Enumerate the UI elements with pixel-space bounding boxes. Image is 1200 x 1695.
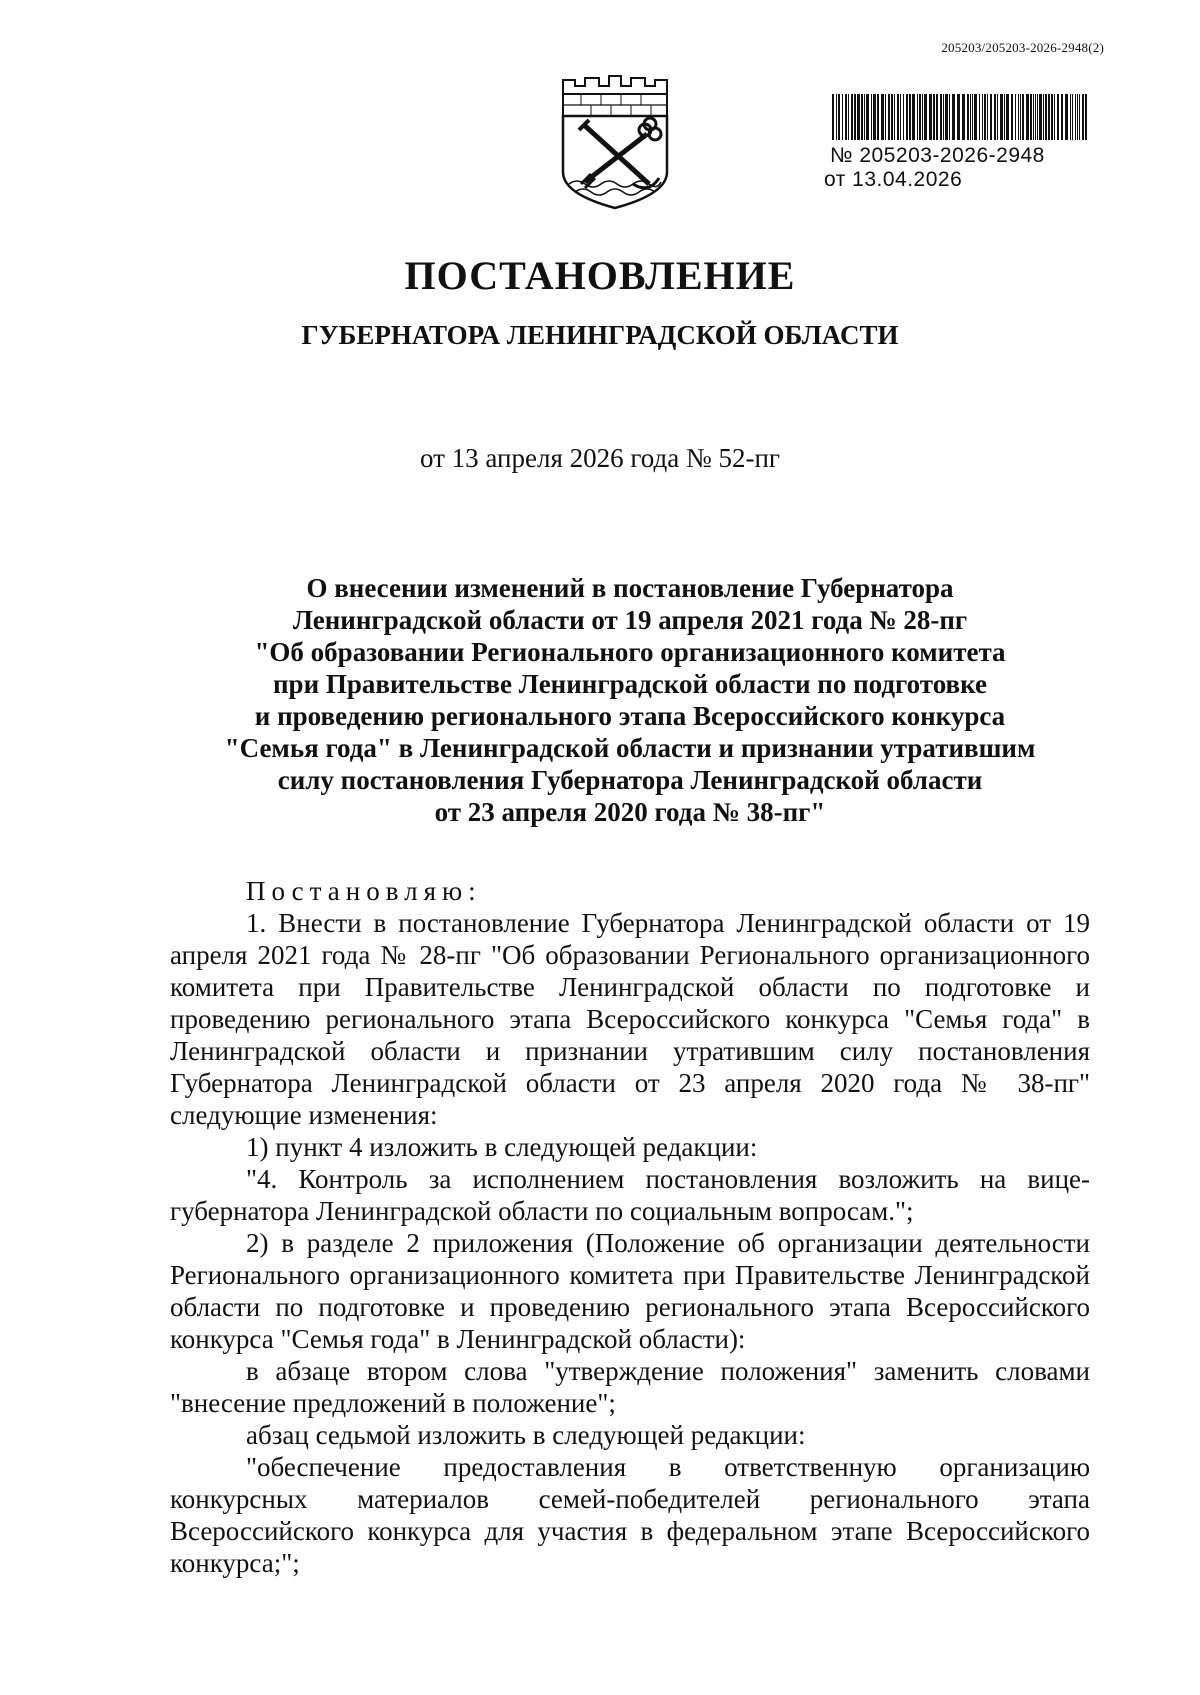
paragraph-3: "4. Контроль за исполнением постановления возложить на вице-губернатора Ленинградской области по социальным вопросам."; — [170, 1164, 1090, 1226]
heading-line: "Семья года" в Ленинградской области и признании утратившим — [224, 733, 1036, 763]
barcode-bar — [922, 94, 923, 140]
barcode-bar — [888, 94, 890, 140]
barcode-icon — [830, 94, 1088, 140]
barcode-bar — [982, 94, 983, 140]
barcode-bar — [1026, 94, 1029, 140]
document-code: 205203/205203-2026-2948(2) — [941, 40, 1104, 55]
barcode-bar — [877, 94, 879, 140]
barcode-bar — [1082, 94, 1084, 140]
barcode-bar — [1033, 94, 1034, 140]
barcode-bar — [1057, 94, 1059, 140]
barcode-bar — [912, 94, 915, 140]
document-title: ПОСТАНОВЛЕНИЕ — [404, 253, 796, 298]
barcode-bar — [974, 94, 977, 140]
barcode-bar — [1054, 94, 1055, 140]
heading-line: Ленинградской области от 19 апреля 2021 года № 28-пг — [292, 605, 968, 635]
barcode-bar — [997, 94, 998, 140]
barcode-bar — [854, 94, 856, 140]
coat-of-arms-icon — [555, 72, 675, 212]
registration-stamp — [824, 94, 1100, 192]
registration-date: от 13.04.2026 — [824, 168, 963, 191]
barcode-bar — [894, 94, 895, 140]
barcode-bar — [917, 94, 918, 140]
document-heading — [170, 572, 1090, 828]
document-date-number: от 13 апреля 2026 года № 52-пг — [419, 443, 781, 473]
barcode-bar — [1072, 94, 1073, 140]
paragraph-5: в абзаце втором слова "утверждение положения" заменить словами "внесение предложений в положение"; — [170, 1356, 1090, 1418]
paragraph-1: 1. Внести в постановление Губернатора Ленинградской области от 19 апреля 2021 года № 28-пг "Об образовании Регионального организационного комитета при Правительстве Ленинградской области по подготовке и проведению регионального этапа Всероссийского конкурса "Семья года" в Ленинградской области и признании утратившим силу постановления Губернатора Ленинградской области от 23 апреля 2020 года № 38-пг" следующие изменения: — [170, 908, 1090, 1130]
registration-number: № 205203-2026-2948 — [830, 144, 1045, 167]
barcode-bar — [857, 94, 860, 140]
barcode-bar — [1030, 94, 1032, 140]
barcode-bar — [1022, 94, 1024, 140]
barcode-bar — [864, 94, 865, 140]
barcode-bar — [1011, 94, 1013, 140]
barcode-bar — [891, 94, 893, 140]
barcode-bar — [994, 94, 996, 140]
barcode-bar — [1000, 94, 1003, 140]
barcode-bar — [945, 94, 948, 140]
barcode-bar — [832, 94, 834, 140]
heading-line: и проведению регионального этапа Всероссийского конкурса — [254, 701, 1006, 731]
barcode-bar — [1079, 94, 1080, 140]
decree-word: Постановляю: — [246, 876, 482, 906]
barcode-bar — [952, 94, 955, 140]
barcode-bar — [906, 94, 908, 140]
barcode-bar — [919, 94, 921, 140]
barcode-bar — [1077, 94, 1078, 140]
heading-line: от 23 апреля 2020 года № 38-пг" — [434, 797, 826, 827]
barcode-bar — [1061, 94, 1063, 140]
barcode-bar — [972, 94, 973, 140]
barcode-bar — [1004, 94, 1005, 140]
paragraph-6: абзац седьмой изложить в следующей редакции: — [246, 1420, 806, 1450]
barcode-bar — [957, 94, 960, 140]
barcode-bar — [1043, 94, 1044, 140]
barcode-bar — [1037, 94, 1038, 140]
barcode-bar — [949, 94, 950, 140]
barcode-bar — [845, 94, 847, 140]
barcode-bar — [866, 94, 869, 140]
barcode-bar — [1070, 94, 1071, 140]
barcode-bar — [943, 94, 944, 140]
barcode-bar — [838, 94, 840, 140]
document-issuer: ГУБЕРНАТОРА ЛЕНИНГРАДСКОЙ ОБЛАСТИ — [301, 320, 899, 350]
barcode-bar — [1035, 94, 1036, 140]
barcode-bar — [1006, 94, 1009, 140]
barcode-bar — [1018, 94, 1019, 140]
heading-line: при Правительстве Ленинградской области по подготовке — [273, 669, 987, 699]
heading-line: "Об образовании Регионального организационного комитета — [254, 637, 1006, 667]
barcode-bar — [1085, 94, 1087, 140]
barcode-bar — [881, 94, 884, 140]
barcode-bar — [1075, 94, 1076, 140]
barcode-bar — [897, 94, 899, 140]
barcode-bar — [1039, 94, 1042, 140]
barcode-bar — [848, 94, 849, 140]
barcode-bar — [909, 94, 911, 140]
document-body — [170, 875, 1090, 1579]
barcode-bar — [970, 94, 971, 140]
barcode-bar — [836, 94, 837, 140]
barcode-bar — [936, 94, 938, 140]
barcode-bar — [1020, 94, 1021, 140]
barcode-bar — [962, 94, 965, 140]
heading-line: силу постановления Губернатора Ленинградской области — [277, 765, 983, 795]
barcode-bar — [851, 94, 853, 140]
paragraph-7: "обеспечение предоставления в ответственную организацию конкурсных материалов семей-победителей регионального этапа Всероссийского конкурса для участия в федеральном этапе Всероссийского конкурса;"; — [170, 1452, 1090, 1578]
barcode-bar — [987, 94, 988, 140]
barcode-bar — [1015, 94, 1016, 140]
barcode-bar — [940, 94, 942, 140]
barcode-bar — [1048, 94, 1050, 140]
barcode-bar — [903, 94, 904, 140]
paragraph-4: 2) в разделе 2 приложения (Положение об организации деятельности Регионального организационного комитета при Правительстве Ленинградской области по подготовке и проведению регионального этапа Всероссийского конкурса "Семья года" в Ленинградской области): — [170, 1228, 1090, 1354]
barcode-bar — [924, 94, 927, 140]
heading-line: О внесении изменений в постановление Губернатора — [306, 573, 954, 603]
barcode-bar — [885, 94, 886, 140]
barcode-bar — [1065, 94, 1068, 140]
barcode-bar — [984, 94, 986, 140]
barcode-bar — [1051, 94, 1053, 140]
barcode-bar — [873, 94, 876, 140]
barcode-bar — [842, 94, 843, 140]
barcode-bar — [929, 94, 932, 140]
barcode-bar — [979, 94, 980, 140]
barcode-bar — [1045, 94, 1047, 140]
barcode-bar — [861, 94, 863, 140]
barcode-bar — [967, 94, 969, 140]
barcode-bar — [871, 94, 872, 140]
barcode-bar — [990, 94, 992, 140]
barcode-bar — [900, 94, 901, 140]
paragraph-2: 1) пункт 4 изложить в следующей редакции: — [246, 1132, 758, 1162]
barcode-bar — [933, 94, 935, 140]
